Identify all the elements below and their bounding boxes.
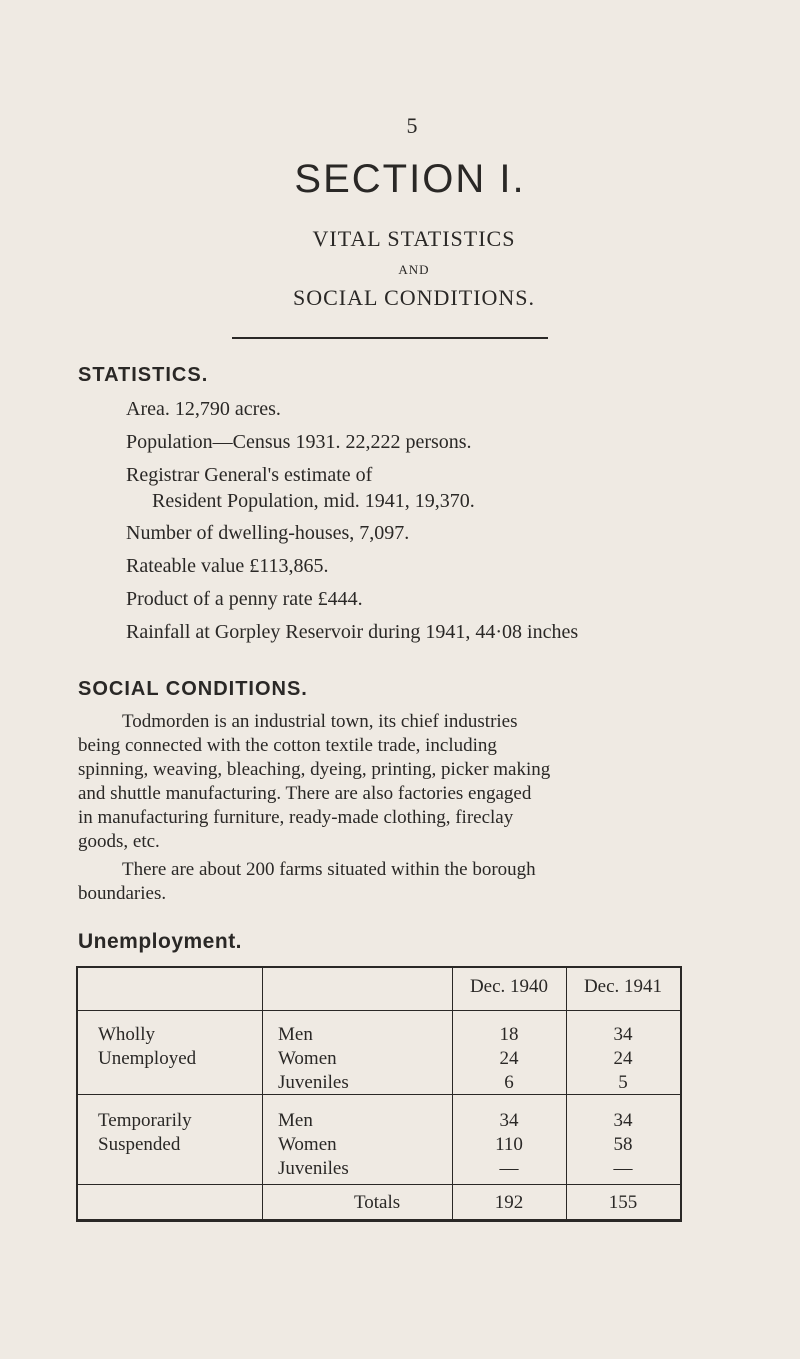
para1-line: and shuttle manufacturing. There are also factories engaged	[78, 783, 532, 804]
para1-line: Todmorden is an industrial town, its chief industries	[122, 711, 518, 732]
unemployment-table	[76, 966, 682, 1222]
value-dec-1940: 24	[499, 1048, 519, 1069]
totals-label: Totals	[354, 1192, 401, 1213]
row-divider	[78, 1094, 680, 1095]
col-header-dec-1940: Dec. 1940	[469, 976, 549, 997]
stat-area: Area. 12,790 acres.	[126, 398, 281, 420]
page-number: 5	[406, 113, 418, 138]
group-label: Wholly	[98, 1024, 155, 1045]
row-divider	[78, 1010, 680, 1011]
value-dec-1941: 58	[613, 1134, 633, 1155]
stat-rateable-value: Rateable value £113,865.	[126, 555, 329, 577]
social-paragraph-2	[78, 858, 698, 906]
value-dec-1940: 6	[504, 1072, 514, 1093]
subtitle-social-conditions: SOCIAL CONDITIONS.	[292, 285, 536, 310]
group-label: Suspended	[98, 1134, 181, 1155]
stat-rainfall: Rainfall at Gorpley Reservoir during 1941, 44·08 inches	[126, 621, 579, 643]
subtitle-and: AND	[398, 262, 430, 277]
value-dec-1941: 34	[613, 1110, 633, 1131]
row-category: Juveniles	[278, 1072, 349, 1093]
value-dec-1941: 5	[618, 1072, 628, 1093]
group-label: Temporarily	[98, 1110, 192, 1131]
row-category: Men	[278, 1024, 313, 1045]
statistics-heading: STATISTICS.	[78, 364, 209, 386]
unemployment-heading: Unemployment.	[78, 930, 243, 953]
social-conditions-heading: SOCIAL CONDITIONS.	[78, 678, 308, 700]
total-dec-1940: 192	[494, 1192, 524, 1213]
stat-resident-population: Resident Population, mid. 1941, 19,370.	[152, 490, 475, 512]
value-dec-1940: 110	[495, 1134, 523, 1155]
subtitle-vital-statistics: VITAL STATISTICS	[312, 226, 516, 251]
para1-line: spinning, weaving, bleaching, dyeing, printing, picker making	[78, 759, 551, 780]
section-title: SECTION I.	[294, 157, 526, 201]
para1-line: in manufacturing furniture, ready-made clothing, fireclay	[78, 807, 514, 828]
row-category: Women	[278, 1134, 337, 1155]
row-divider	[78, 1184, 680, 1185]
value-dec-1940: 34	[499, 1110, 519, 1131]
stat-dwelling-houses: Number of dwelling-houses, 7,097.	[126, 522, 410, 544]
value-dec-1940: —	[499, 1158, 519, 1179]
row-category: Men	[278, 1110, 313, 1131]
para1-line: goods, etc.	[78, 831, 160, 852]
social-paragraph-1	[78, 710, 698, 854]
para2-line: There are about 200 farms situated within the borough	[122, 859, 536, 880]
row-category: Juveniles	[278, 1158, 349, 1179]
value-dec-1941: 34	[613, 1024, 633, 1045]
total-dec-1941: 155	[608, 1192, 638, 1213]
stat-population: Population—Census 1931. 22,222 persons.	[126, 431, 472, 453]
stat-registrar-estimate: Registrar General's estimate of	[126, 464, 373, 486]
group-label: Unemployed	[98, 1048, 197, 1069]
para1-line: being connected with the cotton textile trade, including	[78, 735, 497, 756]
value-dec-1941: 24	[613, 1048, 633, 1069]
value-dec-1940: 18	[499, 1024, 519, 1045]
col-header-dec-1941: Dec. 1941	[583, 976, 663, 997]
para2-line: boundaries.	[78, 883, 167, 904]
title-divider	[232, 337, 548, 339]
value-dec-1941: —	[613, 1158, 633, 1179]
row-category: Women	[278, 1048, 337, 1069]
stat-penny-rate: Product of a penny rate £444.	[126, 588, 363, 610]
